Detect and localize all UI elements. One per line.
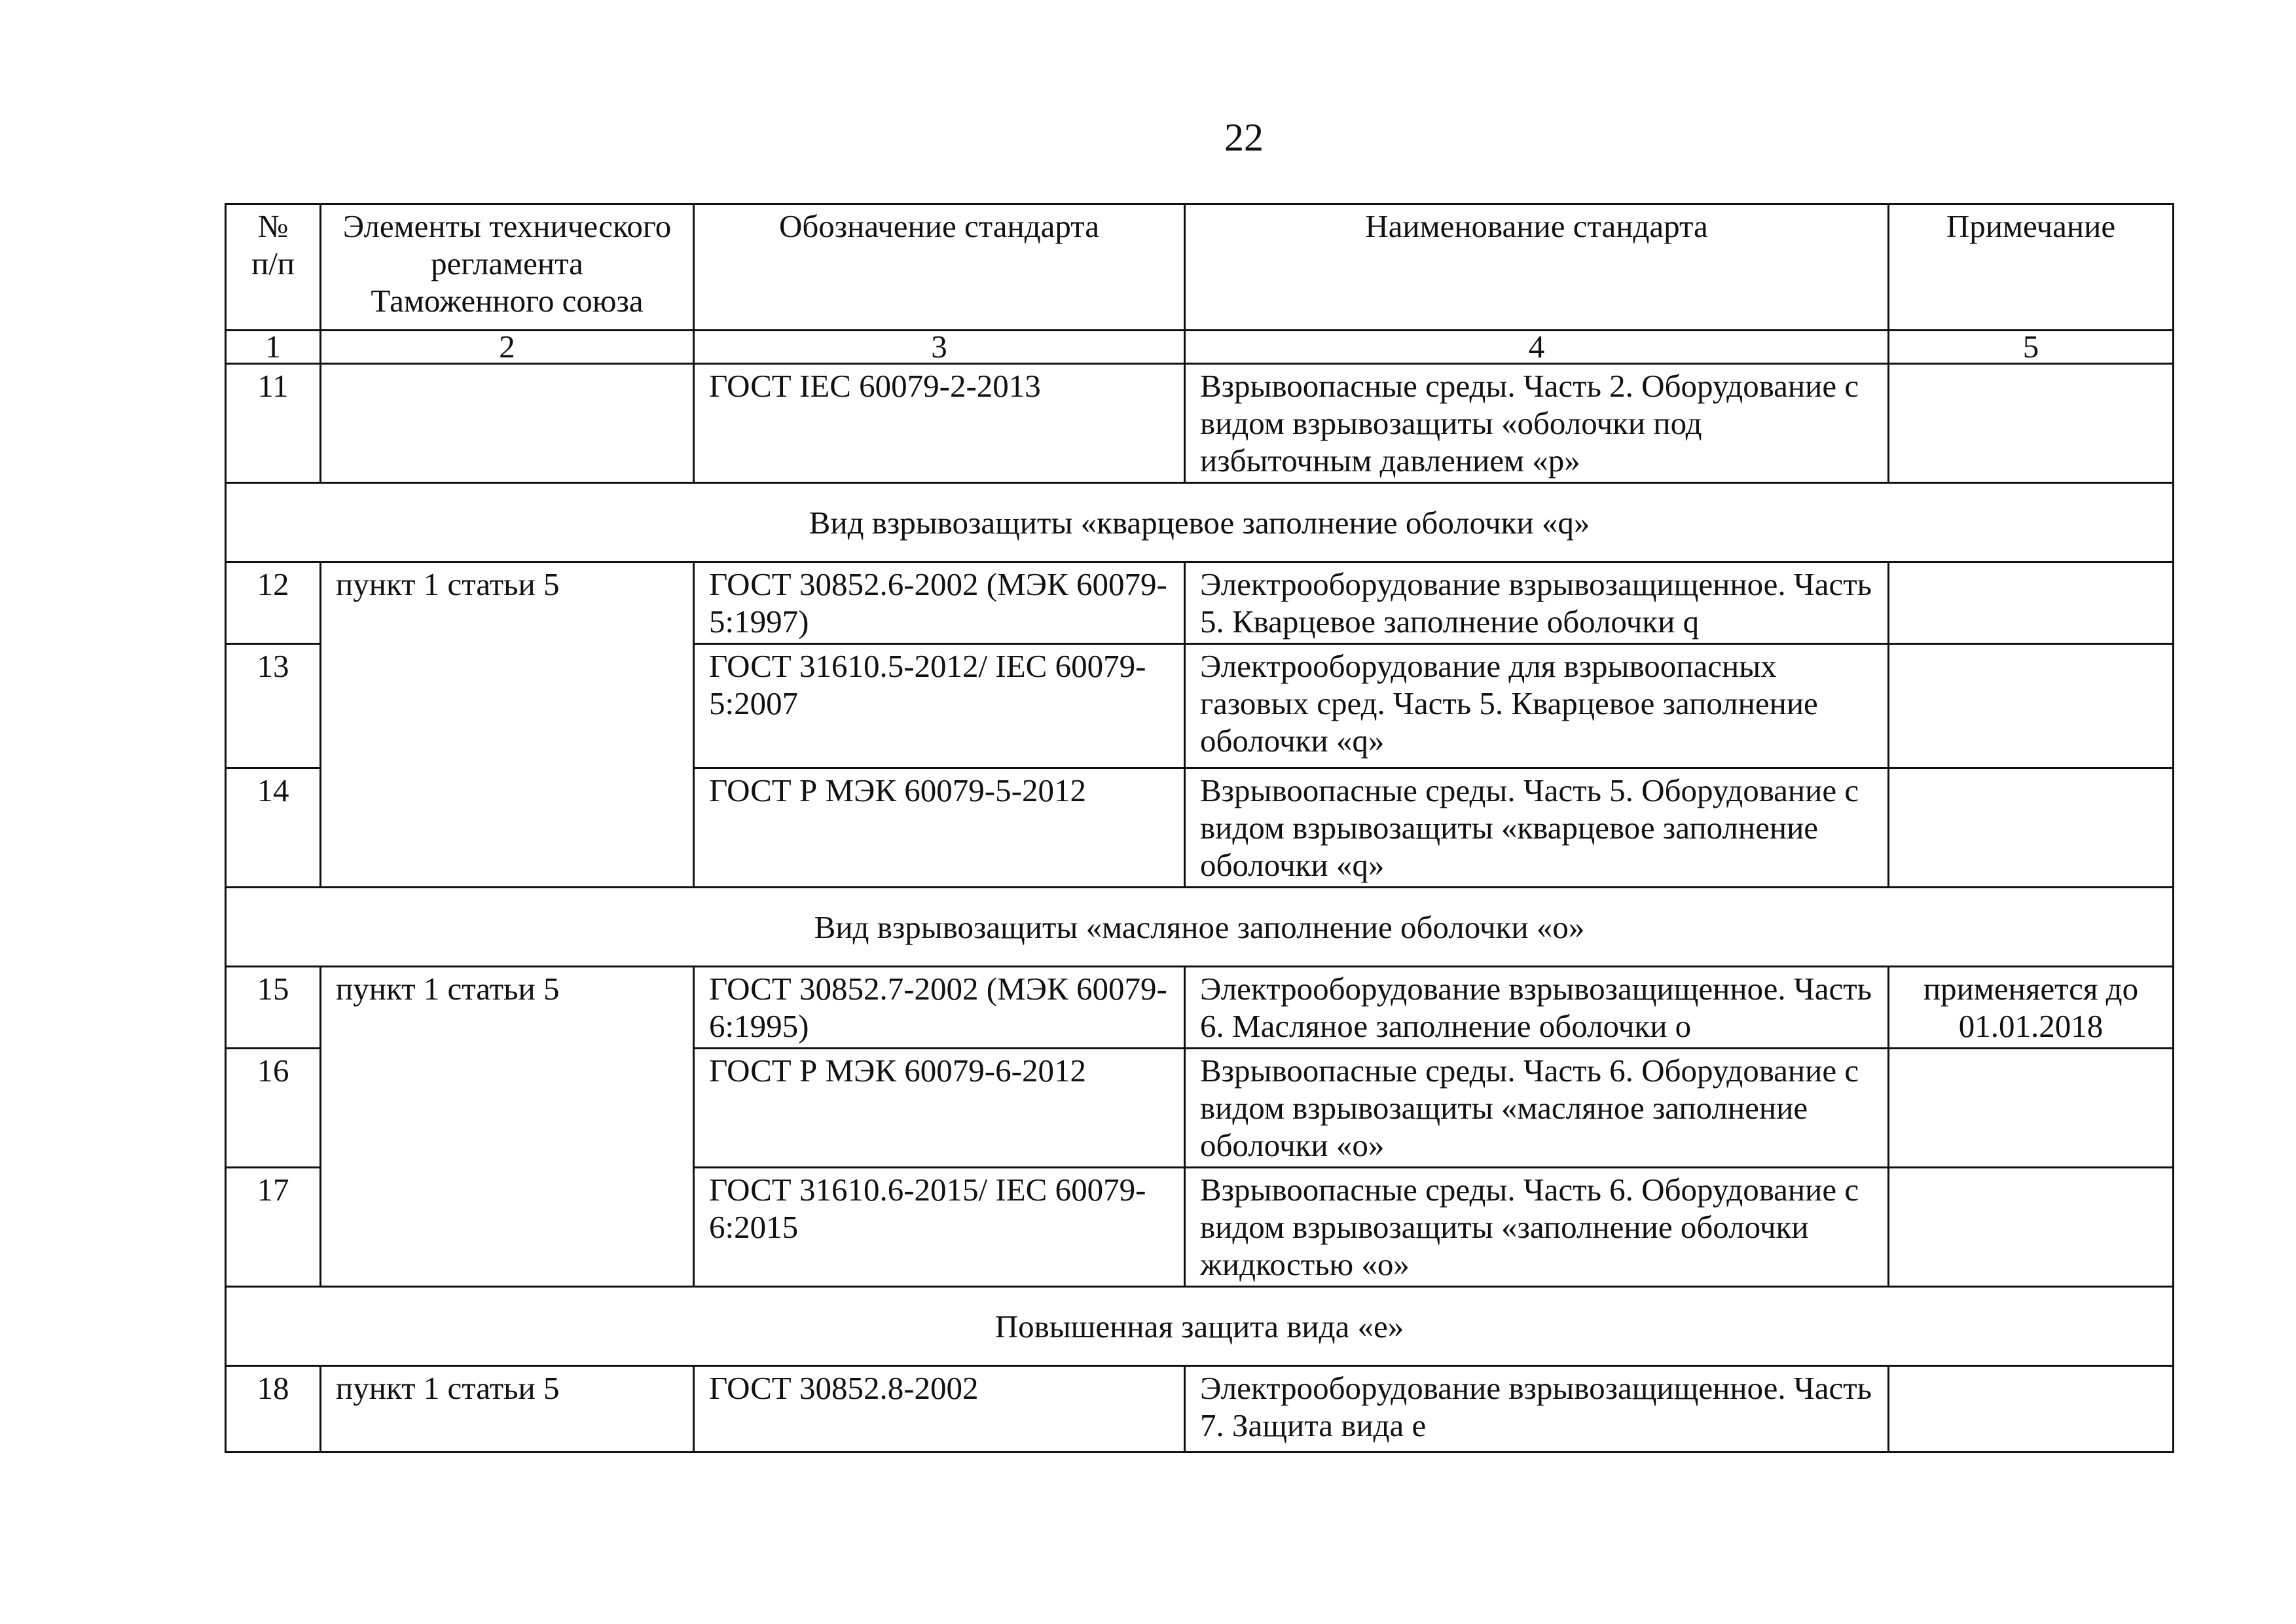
table-row bbox=[226, 364, 2174, 483]
row-standard-name: Электрооборудование для взрывоопасных газовых сред. Часть 5. Кварцевое заполнение оболочки «q» bbox=[1185, 644, 1889, 768]
row-number: 13 bbox=[226, 644, 321, 768]
section-row bbox=[226, 888, 2174, 967]
row-element bbox=[321, 364, 694, 483]
section-heading-oil: Вид взрывозащиты «масляное заполнение оболочки «о» bbox=[226, 888, 2174, 967]
row-element: пункт 1 статьи 5 bbox=[321, 967, 694, 1287]
row-number: 16 bbox=[226, 1049, 321, 1168]
header-note: Примечание bbox=[1889, 204, 2174, 331]
row-number: 15 bbox=[226, 967, 321, 1049]
column-number: 1 bbox=[226, 331, 321, 364]
row-standard-name: Взрывоопасные среды. Часть 6. Оборудование с видом взрывозащиты «масляное заполнение оболочки «о» bbox=[1185, 1049, 1889, 1168]
row-designation: ГОСТ 30852.7-2002 (МЭК 60079-6:1995) bbox=[694, 967, 1185, 1049]
row-designation: ГОСТ 31610.6-2015/ IEC 60079-6:2015 bbox=[694, 1168, 1185, 1287]
table-header-row bbox=[226, 204, 2174, 331]
row-note bbox=[1889, 1049, 2174, 1168]
page-number: 22 bbox=[1224, 116, 1264, 159]
row-designation: ГОСТ 31610.5-2012/ IEC 60079-5:2007 bbox=[694, 644, 1185, 768]
section-row bbox=[226, 1287, 2174, 1366]
row-element: пункт 1 статьи 5 bbox=[321, 1366, 694, 1453]
row-number: 18 bbox=[226, 1366, 321, 1453]
column-number: 5 bbox=[1889, 331, 2174, 364]
section-row bbox=[226, 483, 2174, 562]
row-number: 12 bbox=[226, 562, 321, 644]
column-number: 4 bbox=[1185, 331, 1889, 364]
row-designation: ГОСТ IEC 60079-2-2013 bbox=[694, 364, 1185, 483]
row-standard-name: Электрооборудование взрывозащищенное. Часть 5. Кварцевое заполнение оболочки q bbox=[1185, 562, 1889, 644]
table-row bbox=[226, 967, 2174, 1049]
table-row bbox=[226, 1366, 2174, 1453]
table-row bbox=[226, 562, 2174, 644]
row-note bbox=[1889, 364, 2174, 483]
row-designation: ГОСТ Р МЭК 60079-5-2012 bbox=[694, 768, 1185, 888]
row-number: 17 bbox=[226, 1168, 321, 1287]
row-note bbox=[1889, 1168, 2174, 1287]
header-standard-designation: Обозначение стандарта bbox=[694, 204, 1185, 331]
column-number: 2 bbox=[321, 331, 694, 364]
row-note: применяется до 01.01.2018 bbox=[1889, 967, 2174, 1049]
header-number: № п/п bbox=[226, 204, 321, 331]
row-note bbox=[1889, 644, 2174, 768]
row-number: 14 bbox=[226, 768, 321, 888]
row-note bbox=[1889, 768, 2174, 888]
row-standard-name: Взрывоопасные среды. Часть 2. Оборудование с видом взрывозащиты «оболочки под избыточным давлением «р» bbox=[1185, 364, 1889, 483]
row-number: 11 bbox=[226, 364, 321, 483]
row-standard-name: Электрооборудование взрывозащищенное. Часть 7. Защита вида е bbox=[1185, 1366, 1889, 1453]
row-designation: ГОСТ Р МЭК 60079-6-2012 bbox=[694, 1049, 1185, 1168]
header-regulation-elements: Элементы технического регламента Таможенного союза bbox=[321, 204, 694, 331]
column-number: 3 bbox=[694, 331, 1185, 364]
section-heading-increased-safety: Повышенная защита вида «е» bbox=[226, 1287, 2174, 1366]
row-standard-name: Взрывоопасные среды. Часть 6. Оборудование с видом взрывозащиты «заполнение оболочки жидкостью «о» bbox=[1185, 1168, 1889, 1287]
row-element: пункт 1 статьи 5 bbox=[321, 562, 694, 888]
row-standard-name: Взрывоопасные среды. Часть 5. Оборудование с видом взрывозащиты «кварцевое заполнение оболочки «q» bbox=[1185, 768, 1889, 888]
column-number-row bbox=[226, 331, 2174, 364]
section-heading-quartz: Вид взрывозащиты «кварцевое заполнение оболочки «q» bbox=[226, 483, 2174, 562]
row-designation: ГОСТ 30852.6-2002 (МЭК 60079-5:1997) bbox=[694, 562, 1185, 644]
row-standard-name: Электрооборудование взрывозащищенное. Часть 6. Масляное заполнение оболочки о bbox=[1185, 967, 1889, 1049]
standards-table bbox=[225, 203, 2174, 1453]
row-note bbox=[1889, 562, 2174, 644]
row-note bbox=[1889, 1366, 2174, 1453]
row-designation: ГОСТ 30852.8-2002 bbox=[694, 1366, 1185, 1453]
header-standard-name: Наименование стандарта bbox=[1185, 204, 1889, 331]
